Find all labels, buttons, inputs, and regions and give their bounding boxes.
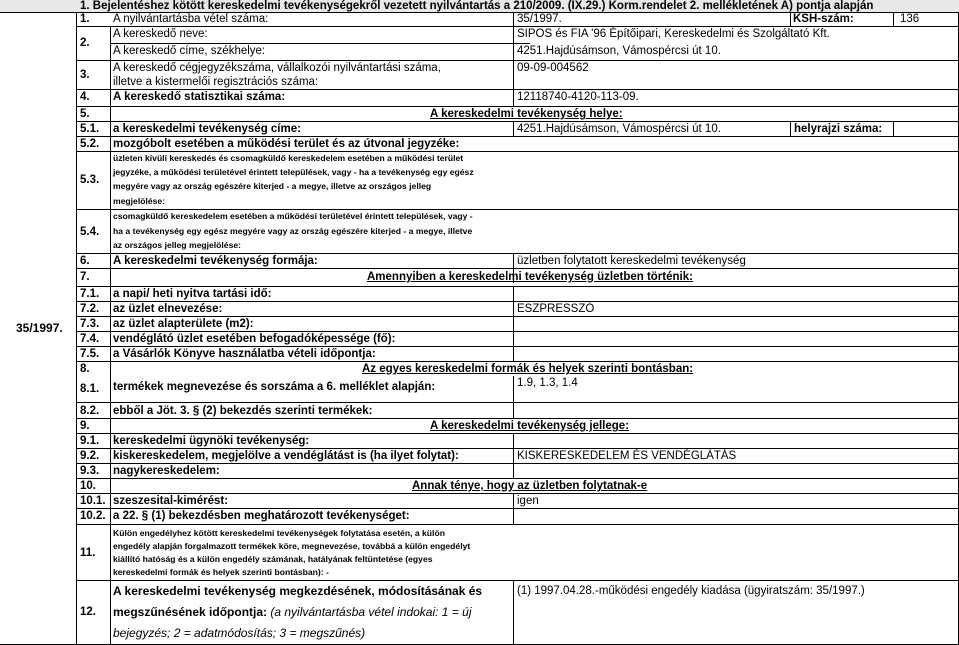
registration-number-label: A nyilvántartásba vétel száma: [113, 13, 269, 25]
special-permit-text-line1: Külön engedélyhez kötött kereskedelmi tevékenységek folytatása esetén, a külön [113, 528, 445, 538]
outside-shop-text-line3: megyére vagy az ország egészére kiterjed - a megye, illetve az országos jelleg [113, 181, 432, 191]
company-reg-label-line1: A kereskedő cégjegyzékszáma, vállalkozói nyilvántartási száma, [113, 62, 441, 74]
grid-line [76, 524, 959, 525]
trader-address-label: A kereskedő címe, székhelye: [113, 45, 266, 57]
shop-name-value: ESZPRESSZÓ [517, 303, 595, 315]
activity-address-label: a kereskedelmi tevékenység címe: [113, 123, 301, 135]
section-22-activity-label: a 22. § (1) bekezdésben meghatározott tevékenységet: [113, 510, 410, 522]
company-reg-value: 09-09-004562 [517, 62, 589, 74]
section-heading: Annak ténye, hogy az üzletben folytatnak-e [412, 480, 648, 492]
row-number: 8. [80, 363, 90, 375]
row-number: 7.1. [80, 288, 100, 300]
ksh-label: KSH-szám: [793, 13, 854, 25]
row-number: 7.3. [80, 318, 100, 330]
trader-address-value: 4251.Hajdúsámson, Vámospércsi út 10. [517, 45, 721, 57]
row-number: 5. [80, 108, 90, 120]
dates-label-line1: A kereskedelmi tevékenység megkezdésének, módosításának és [113, 584, 483, 598]
activity-form-label: A kereskedelmi tevékenység formája: [113, 255, 318, 267]
wholesale-label: nagykereskedelem: [113, 465, 220, 477]
opening-hours-label: a napi/ heti nyitva tartási idő: [113, 288, 272, 300]
grid-line [513, 433, 514, 478]
mail-order-text-line3: az országos jelleg megjelölése: [113, 240, 241, 250]
products-value: 1.9, 1.3, 1.4 [517, 377, 578, 389]
complaint-book-label: a Vásárlók Könyve használatba vételi időpontja: [113, 348, 376, 360]
stat-number-value: 12118740-4120-113-09. [517, 91, 639, 103]
row-number: 10.2. [80, 510, 106, 522]
row-number: 5.2. [80, 138, 100, 150]
grid-line [790, 121, 791, 136]
trader-name-label: A kereskedő neve: [113, 28, 208, 40]
row-number: 5.3. [80, 174, 100, 186]
activity-form-value: üzletben folytatott kereskedelmi tevékenység [517, 255, 746, 267]
row-number: 7.4. [80, 333, 100, 345]
stat-number-label: A kereskedő statisztikai száma: [113, 91, 286, 103]
floor-area-label: az üzlet alapterülete (m2): [113, 318, 254, 330]
row-number: 9.3. [80, 465, 100, 477]
grid-line [76, 60, 959, 61]
grid-line [76, 493, 959, 494]
special-permit-text-line4: kereskedelmi formák és helyek szerinti bontásban): - [113, 567, 329, 577]
grid-line [76, 346, 959, 347]
outside-shop-text-line4: megjelölése: [113, 196, 166, 206]
alcohol-serving-value: igen [517, 495, 539, 507]
grid-line [76, 478, 959, 479]
agent-activity-label: kereskedelmi ügynöki tevékenység: [113, 435, 310, 447]
row-number: 7.2. [80, 303, 100, 315]
dates-value: (1) 1997.04.28.-működési engedély kiadása (ügyiratszám: 35/1997.) [517, 585, 865, 597]
dates-label-line2 [113, 606, 471, 619]
row-number: 8.1. [80, 383, 100, 395]
capacity-label: vendéglátó üzlet esetében befogadóképessége (fő): [113, 333, 396, 345]
registration-number-value: 35/1997. [517, 13, 562, 25]
grid-line [893, 121, 894, 136]
row-number: 5.4. [80, 226, 100, 238]
activity-address-value: 4251.Hajdúsámson, Vámospércsi út 10. [517, 123, 721, 135]
row-number: 3. [80, 69, 90, 81]
row-number: 5.1. [80, 123, 100, 135]
grid-line [76, 106, 959, 107]
row-number: 8.2. [80, 405, 100, 417]
grid-line [76, 26, 959, 27]
row-number: 4. [80, 91, 90, 103]
special-permit-text-line2: engedély alapján forgalmazott termékek köre, megnevezése, továbbá a külön engedélyt [113, 541, 471, 551]
row-number: 9. [80, 420, 90, 432]
section-heading: A kereskedelmi tevékenység jellege: [430, 420, 630, 432]
retail-value: KISKERESKEDELEM ÉS VENDÉGLÁTÁS [517, 450, 737, 462]
grid-line [76, 136, 959, 137]
grid-line [76, 508, 959, 509]
grid-line [513, 286, 514, 361]
row-number: 12. [80, 606, 96, 618]
row-number: 10. [80, 480, 96, 492]
special-permit-text-line3: kiállító hatóság és a külön engedély számának, hatályának feltüntetése (egyes [113, 554, 433, 564]
grid-line [893, 12, 894, 26]
parcel-number-label: helyrajzi száma: [794, 123, 883, 135]
grid-line [76, 286, 959, 287]
outside-shop-text-line2: jegyzéke, a működési területével érintett települések, vagy - ha a tevékenység egy egész [113, 167, 474, 177]
section-heading: Amennyiben a kereskedelmi tevékenység üzletben történik: [367, 271, 693, 283]
excise-products-label: ebből a Jöt. 3. § (2) bekezdés szerinti termékek: [113, 405, 373, 417]
row-number: 9.1. [80, 435, 100, 447]
ksh-value: 136 [900, 13, 920, 25]
row-number: 7. [80, 271, 90, 283]
section-heading: Az egyes kereskedelmi formák és helyek szerinti bontásban: [362, 363, 694, 375]
grid-line [76, 316, 959, 317]
grid-line [76, 402, 959, 403]
grid-line [76, 331, 959, 332]
company-reg-label-line2: illetve a kistermelői regisztrációs száma: [113, 76, 319, 88]
grid-line [110, 26, 111, 644]
grid-line [513, 12, 514, 106]
mail-order-text-line1: csomagküldő kereskedelem esetében a működési területével érintett települések, vagy - [113, 211, 473, 221]
shop-name-label: az üzlet elnevezése: [113, 303, 223, 315]
row-number: 9.2. [80, 450, 100, 462]
row-number: 10.1. [80, 495, 106, 507]
products-label: termékek megnevezése és sorszáma a 6. melléklet alapján: [113, 381, 436, 393]
grid-line [110, 43, 530, 44]
grid-line [76, 301, 959, 302]
grid-line [513, 493, 514, 524]
grid-line [76, 268, 959, 269]
section-heading: A kereskedelmi tevékenység helye: [430, 108, 623, 120]
mail-order-text-line2: ha a tevékenység egy egész megyére vagy az ország egészére kiterjed - a megye, illetve [113, 226, 473, 236]
grid-line [76, 433, 959, 434]
grid-line [76, 463, 959, 464]
row-number: 6. [80, 255, 90, 267]
alcohol-serving-label: szeszesital-kimérést: [113, 495, 229, 507]
mobile-shop-label: mozgóbolt esetében a működési terület és az útvonal jegyzéke: [113, 138, 460, 150]
dates-label-italic: (a nyilvántartásba vétel indokai: 1 = új [267, 605, 472, 619]
grid-line [76, 361, 959, 362]
trader-name-value: SIPOS és FIA '96 Építőipari, Kereskedelmi és Szolgáltató Kft. [517, 28, 830, 40]
row-number: 1. [80, 13, 90, 25]
dates-label-bold: megszűnésének időpontja: [113, 605, 268, 619]
grid-line [76, 89, 959, 90]
grid-line [513, 121, 514, 136]
grid-line [513, 376, 514, 418]
grid-line [76, 418, 959, 419]
grid-line [76, 253, 959, 254]
document-title: 1. Bejelentéshez kötött kereskedelmi tevékenységekről vezetett nyilvántartás a 210/2009. (IX.29.) Korm.rendelet 2. mellékletének A) pontja alapján [80, 0, 874, 12]
dates-label-line3: bejegyzés; 2 = adatmódosítás; 3 = megszűnés) [113, 626, 366, 640]
grid-line [513, 580, 514, 644]
grid-line [76, 448, 959, 449]
row-number: 2. [80, 37, 90, 49]
row-number: 7.5. [80, 348, 100, 360]
side-registration-number: 35/1997. [16, 321, 63, 335]
row-number: 11. [80, 547, 96, 559]
grid-line [76, 580, 959, 581]
outside-shop-text-line1: üzleten kívüli kereskedés és csomagküldő kereskedelem esetében a működési terület [113, 153, 464, 163]
grid-line [76, 121, 959, 122]
grid-line [790, 12, 791, 26]
retail-label: kiskereskedelem, megjelölve a vendéglátást is (ha ilyet folytat): [113, 450, 459, 462]
